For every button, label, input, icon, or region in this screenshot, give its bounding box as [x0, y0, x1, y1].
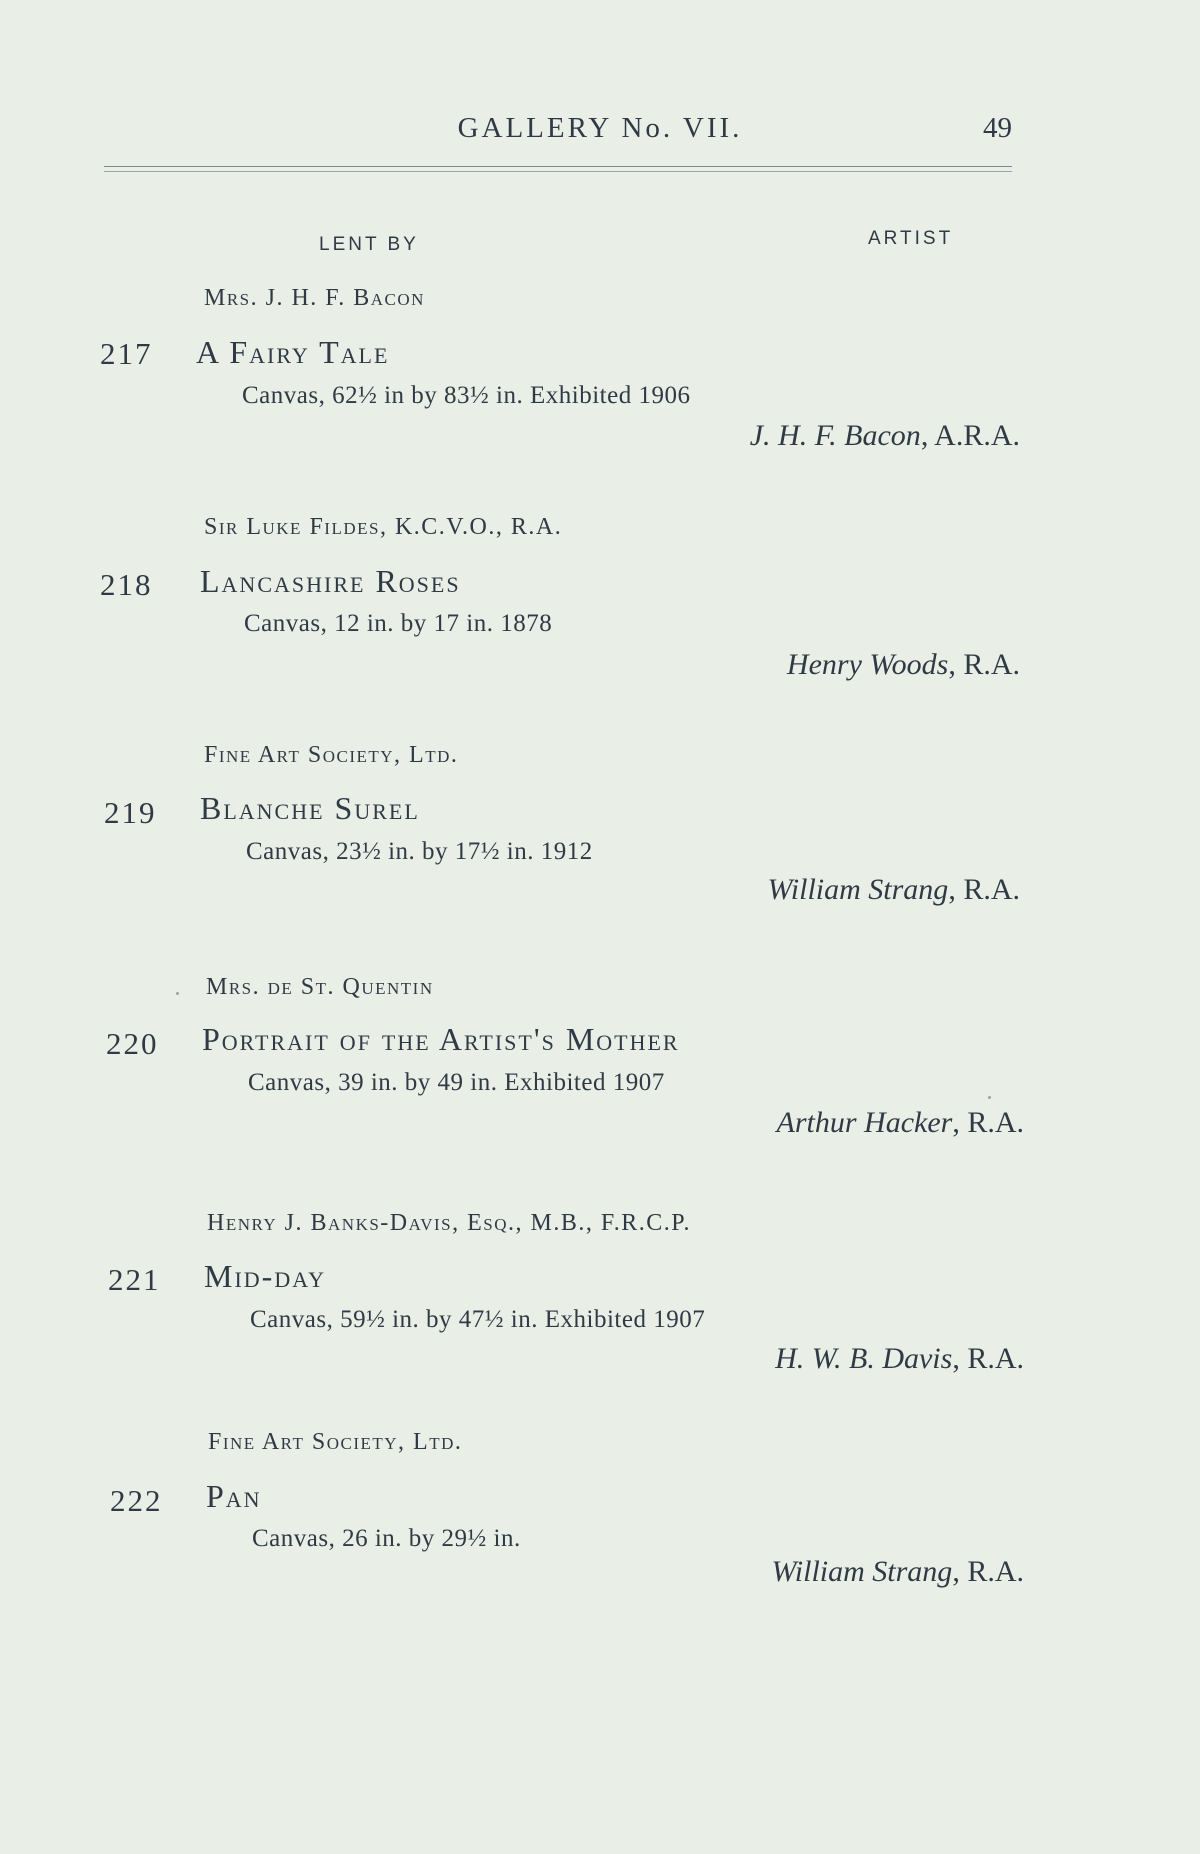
entry-medium: Canvas, 62½ in by 83½ in. Exhibited 1906	[242, 382, 691, 409]
entry-medium: Canvas, 59½ in. by 47½ in. Exhibited 1907	[250, 1306, 706, 1333]
entry-title: Portrait of the Artist's Mother	[202, 1021, 680, 1057]
artist-name: Arthur Hacker	[776, 1106, 953, 1139]
entry-number: 218	[100, 567, 153, 602]
entry-number: 217	[100, 336, 153, 371]
entry-medium: Canvas, 23½ in. by 17½ in. 1912	[246, 838, 593, 865]
entry-artist	[767, 873, 1020, 907]
page-number: 49	[983, 112, 1012, 144]
artist-name: Henry Woods	[786, 648, 949, 681]
artist-rank: , A.R.A.	[920, 419, 1020, 452]
entry-title: Mid-day	[204, 1258, 326, 1294]
artist-rank: , R.A.	[948, 648, 1020, 681]
entry-artist	[771, 1555, 1024, 1589]
entry-lender: Mrs. J. H. F. Bacon	[204, 285, 425, 311]
header-rule-secondary	[104, 171, 1012, 172]
paper-speck	[988, 1096, 991, 1099]
artist-name: H. W. B. Davis	[775, 1342, 953, 1375]
entry-lender: Fine Art Society, Ltd.	[204, 742, 459, 768]
artist-name: William Strang	[771, 1555, 953, 1588]
entry-lender: Mrs. de St. Quentin	[206, 974, 434, 1000]
entry-title: Lancashire Roses	[200, 563, 461, 599]
header-rule	[104, 166, 1012, 167]
artist-name: William Strang	[767, 873, 949, 906]
artist-rank: , R.A.	[952, 1555, 1024, 1588]
column-head-artist: ARTIST	[868, 228, 954, 249]
artist-rank: , R.A.	[952, 1342, 1024, 1375]
artist-rank: , R.A.	[952, 1106, 1024, 1139]
entry-artist	[775, 1342, 1024, 1376]
paper-speck	[176, 992, 179, 995]
entry-artist	[787, 648, 1020, 682]
entry-lender: Fine Art Society, Ltd.	[208, 1429, 463, 1455]
column-head-lent-by: LENT BY	[319, 234, 419, 255]
entry-artist	[777, 1106, 1024, 1140]
entry-lender: Sir Luke Fildes, K.C.V.O., R.A.	[204, 514, 563, 540]
entry-lender: Henry J. Banks-Davis, Esq., M.B., F.R.C.P.	[207, 1210, 691, 1236]
entry-medium: Canvas, 12 in. by 17 in. 1878	[244, 610, 553, 637]
entry-title: Pan	[206, 1478, 262, 1514]
entry-medium: Canvas, 39 in. by 49 in. Exhibited 1907	[248, 1069, 665, 1096]
artist-name: J. H. F. Bacon	[749, 419, 921, 452]
artist-rank: , R.A.	[948, 873, 1020, 906]
entry-number: 219	[104, 795, 157, 830]
entry-title: Blanche Surel	[200, 790, 420, 826]
entry-number: 221	[108, 1262, 161, 1297]
entry-artist	[750, 419, 1020, 453]
entry-number: 222	[110, 1483, 163, 1518]
running-title: GALLERY No. VII.	[457, 112, 743, 144]
entry-title: A Fairy Tale	[196, 334, 390, 370]
entry-medium: Canvas, 26 in. by 29½ in.	[252, 1525, 521, 1552]
entry-number: 220	[106, 1026, 159, 1061]
